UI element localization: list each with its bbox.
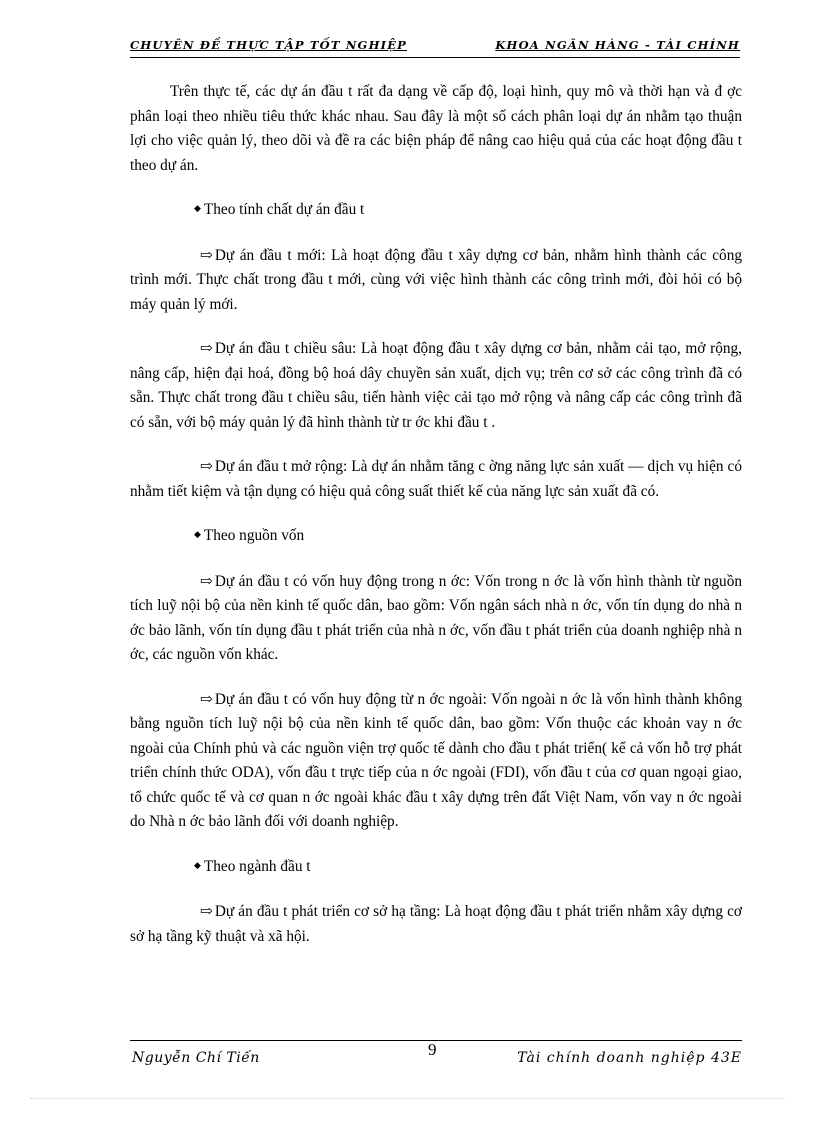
bottom-dotted-line	[30, 1098, 786, 1099]
header-rule	[130, 57, 740, 58]
bullet-heading-1	[130, 198, 742, 224]
document-body	[130, 80, 742, 949]
item-paragraph-6	[130, 900, 742, 949]
hollow-right-arrow-icon: ⇨	[200, 903, 213, 920]
intro-paragraph: Trên thực tế, các dự án đầu t rất đa dạng về cấp độ, loại hình, quy mô và thời hạn và đ ợc phân loại theo nhiều tiêu thức khác nhau. Sau đây là một số cách phân loại dự án nhằm tạo thuận lợi cho việc quản lý, theo dõi và đề ra các biện pháp để nâng cao hiệu quả của các hoạt động đầu t theo dự án.	[130, 83, 742, 174]
item-6-text: Dự án đầu t phát triển cơ sở hạ tầng: Là hoạt động đầu t phát triển nhằm xây dựng cơ sở hạ tầng kỹ thuật và xã hội.	[130, 903, 742, 945]
item-5-text: Dự án đầu t có vốn huy động từ n ớc ngoài: Vốn ngoài n ớc là vốn hình thành không bằng nguồn tích luỹ nội bộ của nền kinh tế quốc dân, bao gồm: Vốn thuộc các khoản vay n ớc ngoài của Chính phủ và các nguồn viện trợ quốc tế dành cho đầu t phát triển( kể cả vốn hỗ trợ phát triển chính thức ODA), vốn đầu t trực tiếp của n ớc ngoài (FDI), vốn đầu t của cơ quan ngoại giao, tổ chức quốc tế và cơ quan n ớc ngoài khác đầu t xây dựng trên đất Việt Nam, vốn vay n ớc ngoài do Nhà n ớc bảo lãnh đối với doanh nghiệp.	[130, 690, 742, 830]
bullet-heading-3-text: Theo ngành đầu t	[203, 857, 311, 875]
header-left-title: CHUYÊN ĐỀ THỰC TẬP TỐT NGHIỆP	[130, 38, 408, 52]
hollow-right-arrow-icon: ⇨	[200, 340, 213, 357]
hollow-right-arrow-icon: ⇨	[200, 572, 213, 590]
footer-class: Tài chính doanh nghiệp 43E	[517, 1050, 742, 1066]
item-paragraph-1	[130, 244, 742, 318]
item-3-text: Dự án đầu t mở rộng: Là dự án nhằm tăng c ờng năng lực sản xuất — dịch vụ hiện có nhằm tiết kiệm và tận dụng có hiệu quả công suất thiết kế của năng lực sản xuất đã có.	[130, 458, 742, 500]
hollow-right-arrow-icon: ⇨	[200, 246, 213, 264]
diamond-icon: ◆	[194, 859, 201, 870]
item-paragraph-2	[130, 337, 742, 435]
page-footer	[130, 1040, 742, 1080]
diamond-icon: ◆	[194, 203, 201, 213]
item-paragraph-5	[130, 688, 742, 835]
bullet-heading-2-text: Theo nguồn vốn	[203, 527, 305, 544]
item-4-text: Dự án đầu t có vốn huy động trong n ớc: Vốn trong n ớc là vốn hình thành từ nguồn tích luỹ nội bộ của nền kinh tế quốc dân, bao gồm: Vốn ngân sách nhà n ớc, vốn tín dụng do nhà n ớc bảo lãnh, vốn tín dụng đầu t phát triển của nhà n ớc, vốn đầu t phát triển của doanh nghiệp nhà n ớc, các nguồn vốn khác.	[130, 572, 742, 663]
item-1-text: Dự án đầu t mới: Là hoạt động đầu t xây dựng cơ bản, nhằm hình thành các công trình mới. Thực chất trong đầu t mới, cùng với việc hình thành các công trình mới, đòi hỏi có bộ máy quản lý mới.	[130, 246, 742, 313]
header-right-title: KHOA NGÂN HÀNG - TÀI CHÍNH	[495, 38, 740, 52]
page-number: 9	[428, 1040, 437, 1059]
item-paragraph-4	[130, 570, 742, 668]
item-2-text: Dự án đầu t chiều sâu: Là hoạt động đầu t xây dựng cơ bản, nhằm cải tạo, mở rộng, nâng cấp, hiện đại hoá, đồng bộ hoá dây chuyền sản xuất, dịch vụ; trên cơ sở các công trình đã có sẵn. Thực chất trong đầu t chiều sâu, tiến hành việc cải tạo mở rộng và nâng cấp các công trình đã có sẵn, với bộ máy quản lý đã hình thành từ tr ớc khi đầu t .	[130, 340, 742, 431]
bullet-heading-3	[130, 855, 742, 881]
hollow-right-arrow-icon: ⇨	[200, 690, 213, 708]
item-paragraph-3	[130, 455, 742, 504]
hollow-right-arrow-icon: ⇨	[200, 458, 213, 475]
page-header	[130, 38, 740, 60]
footer-author: Nguyễn Chí Tiến	[132, 1050, 260, 1066]
diamond-icon: ◆	[194, 529, 201, 539]
bullet-heading-1-text: Theo tính chất dự án đầu t	[203, 201, 365, 218]
bullet-heading-2	[130, 524, 742, 550]
